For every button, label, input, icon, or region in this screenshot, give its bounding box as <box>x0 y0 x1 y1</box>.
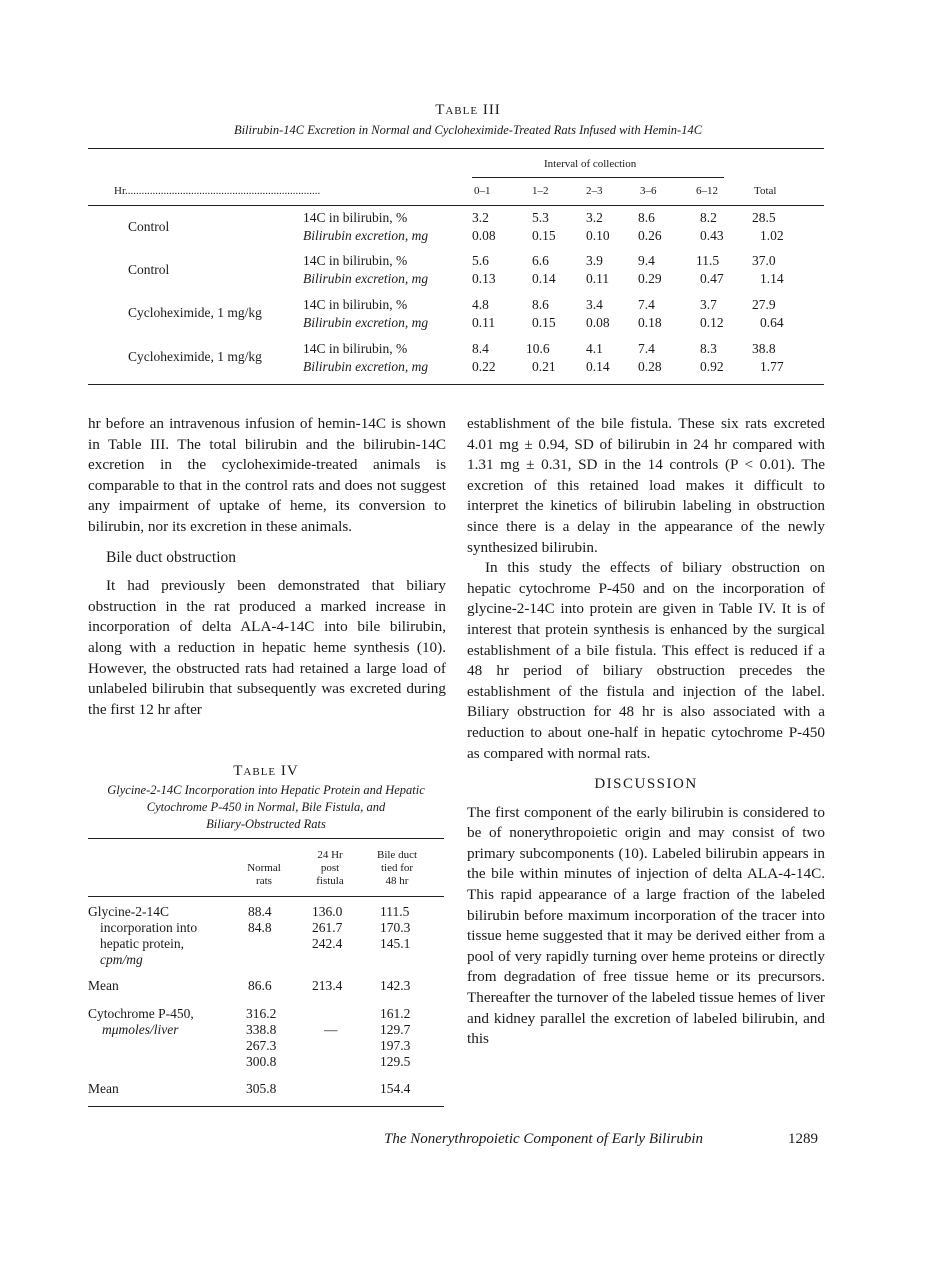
header-line: tied for <box>380 862 414 874</box>
table3-cell: 37.0 <box>752 253 776 268</box>
table3-cell: 6.6 <box>532 253 549 268</box>
table3-cell: 38.8 <box>752 341 776 356</box>
table3-col-6-12: 6–12 <box>696 185 718 197</box>
table3-cell: 0.92 <box>700 359 724 374</box>
table4-cell: 261.7 <box>312 920 343 935</box>
table3-cell: 3.2 <box>472 210 489 225</box>
table3-cell: 5.3 <box>532 210 549 225</box>
table3-cell: 0.08 <box>472 228 496 243</box>
body-paragraph: It had previously been demonstrated that biliary obstruction in the rat produced a marked increase in incorporation of delta ALA-4-14C into bile bilirubin, along with a reduction in hepatic heme synthesis (10). However, the obstructed rats had retained a large load of unlabeled bilirubin that subsequently was excreted during the first 12 hr after <box>88 577 446 718</box>
table4-mean-label: Mean <box>88 1081 119 1096</box>
table3-cell: 9.4 <box>638 253 655 268</box>
table3-row4-group: Cycloheximide, 1 mg/kg <box>128 349 262 364</box>
table3-cell: 8.6 <box>638 210 655 225</box>
table4-label: Table IV <box>233 763 299 779</box>
table4-cell: 170.3 <box>380 920 411 935</box>
left-column <box>88 414 446 720</box>
table4-cell: 84.8 <box>248 920 272 935</box>
table3-stub-header: Hr....................................................................... <box>114 185 321 197</box>
table4-caption <box>88 782 444 833</box>
header-line: 24 Hr <box>317 849 343 861</box>
table3-header-rule <box>88 205 824 206</box>
body-paragraph: establishment of the bile fistula. These six rats excreted 4.01 mg ± 0.94, SD of bilirubin in 24 hr compared with 1.31 mg ± 0.31, SD in the 14 controls (P < 0.01). The excretion of this retained load makes it difficult to interpret the kinetics of bilirubin labeling in obstruction since there is a delay in the appearance of the newly synthesized bilirubin. <box>467 415 825 556</box>
table3-col-3-6: 3–6 <box>640 185 657 197</box>
table3-cell: 0.26 <box>638 228 662 243</box>
table3-col-1-2: 1–2 <box>532 185 549 197</box>
table3-cell: 0.10 <box>586 228 610 243</box>
table3-row3-group: Cycloheximide, 1 mg/kg <box>128 305 262 320</box>
table4-row-label: incorporation into <box>100 920 198 935</box>
table4-cell: 88.4 <box>248 904 272 919</box>
table4-col-tied <box>364 849 430 888</box>
table3-cell: 10.6 <box>526 341 550 356</box>
table3-row2-measure2: Bilirubin excretion, mg <box>303 271 429 286</box>
section-heading: Bile duct obstruction <box>106 548 237 566</box>
table4-cell: 161.2 <box>380 1006 411 1021</box>
table3-row1-measure1: 14C in bilirubin, % <box>303 210 408 225</box>
running-footer: The Nonerythropoietic Component of Early Bilirubin <box>384 1131 703 1147</box>
table3-cell: 28.5 <box>752 210 776 225</box>
table3-cell: 0.13 <box>472 271 496 286</box>
table3-cell: 0.64 <box>760 315 784 330</box>
table3-cell: 3.4 <box>586 297 603 312</box>
table3-cell: 1.02 <box>760 228 784 243</box>
table4-header-rule <box>88 896 444 897</box>
table4-cell: 305.8 <box>246 1081 277 1096</box>
table4-bottom-rule <box>88 1106 444 1107</box>
table3-row1-measure2: Bilirubin excretion, mg <box>303 228 429 243</box>
table3-cell: 0.29 <box>638 271 662 286</box>
right-column <box>467 414 825 1050</box>
table3-cell: 8.6 <box>532 297 549 312</box>
header-line: fistula <box>316 875 344 887</box>
header-line: post <box>320 862 340 874</box>
table4-cell: 154.4 <box>380 1081 411 1096</box>
table3-bottom-rule <box>88 384 824 385</box>
table3-group-header: Interval of collection <box>544 158 637 170</box>
table3-cell: 0.15 <box>532 315 556 330</box>
table3-cell: 0.14 <box>532 271 556 286</box>
table4-cell: 197.3 <box>380 1038 411 1053</box>
section-heading: DISCUSSION <box>594 776 698 793</box>
header-line: rats <box>256 875 272 887</box>
table3-cell: 3.2 <box>586 210 603 225</box>
table3-cell: 0.15 <box>532 228 556 243</box>
table3-cell: 7.4 <box>638 297 655 312</box>
table4-caption-line: Biliary-Obstructed Rats <box>206 817 326 831</box>
table3-cell: 0.43 <box>700 228 724 243</box>
table3-col-total: Total <box>754 185 777 197</box>
table3-cell: 0.21 <box>532 359 556 374</box>
body-paragraph: In this study the effects of biliary obstruction on hepatic cytochrome P-450 and on the incorporation of glycine-2-14C into protein are given in Table IV. It is of interest that protein synthesis is enhanced by the surgical establishment of a bile fistula. This effect is reduced if a 48 hr period of biliary obstruction precedes the establishment of the fistula and injection of the label. Biliary obstruction for 48 hr is also associated with a reduction to about one-half in hepatic cytochrome P-450 as compared with normal rats. <box>467 559 825 762</box>
table3-label: Table III <box>435 102 501 118</box>
page-number: 1289 <box>788 1131 818 1147</box>
table3-row4-measure2: Bilirubin excretion, mg <box>303 359 429 374</box>
table3-cell: 27.9 <box>752 297 776 312</box>
table4-cell: 129.5 <box>380 1054 411 1069</box>
table4-cell: 267.3 <box>246 1038 277 1053</box>
table4-top-rule <box>88 838 444 839</box>
table3-cell: 0.14 <box>586 359 610 374</box>
table4-caption-line: Glycine-2-14C Incorporation into Hepatic Protein and Hepatic <box>107 783 425 797</box>
header-line: Normal <box>247 862 281 874</box>
table3-cell: 8.4 <box>472 341 489 356</box>
table3-cell: 0.28 <box>638 359 662 374</box>
table4-caption-line: Cytochrome P-450 in Normal, Bile Fistula, and <box>146 800 386 814</box>
table4-cell: 136.0 <box>312 904 343 919</box>
table4-cell: 111.5 <box>380 904 410 919</box>
table3-cell: 1.14 <box>760 271 784 286</box>
table4-cell: 300.8 <box>246 1054 277 1069</box>
header-line: Bile duct <box>376 849 418 861</box>
table3-cell: 8.2 <box>700 210 717 225</box>
table3-cell: 5.6 <box>472 253 489 268</box>
table4-cell: 338.8 <box>246 1022 277 1037</box>
body-paragraph: hr before an intravenous infusion of hemin-14C is shown in Table III. The total bilirubin and the bilirubin-14C excretion in the cycloheximide-treated animals is comparable to that in the control rats and does not suggest any impairment of uptake of heme, its conversion to bilirubin, nor its excretion in these animals. <box>88 415 446 535</box>
table3-cell: 4.8 <box>472 297 489 312</box>
body-paragraph: The first component of the early bilirubin is considered to be of nonerythropoietic origin and may consist of two primary subcomponents (10). Labeled bilirubin appears in the bile within minutes of injection of delta ALA-4-14C. This rapid appearance of a large fraction of the labeled bilirubin before maximum incorporation of the tracer into tissue heme suggested that it may be derived either from a pool of very rapidly turning over heme proteins or directly from degradation of free tissue heme or its precursors. Thereafter the turnover of the labeled tissue hemes of liver and kidney parallel the excretion of labeled bilirubin, and this <box>467 803 825 1048</box>
table3-cell: 11.5 <box>696 253 720 268</box>
table3-caption: Bilirubin-14C Excretion in Normal and Cycloheximide-Treated Rats Infused with Hemin-14C <box>233 123 703 137</box>
table3-cell: 3.9 <box>586 253 603 268</box>
table3-cell: 0.22 <box>472 359 496 374</box>
table3-row2-measure1: 14C in bilirubin, % <box>303 253 408 268</box>
table3-cell: 0.11 <box>472 315 496 330</box>
table4-row-label: hepatic protein, <box>100 936 184 951</box>
table3-cell: 0.18 <box>638 315 662 330</box>
table4-cell: 86.6 <box>248 978 272 993</box>
table4-row-label: Cytochrome P-450, <box>88 1006 194 1021</box>
table3-cell: 7.4 <box>638 341 655 356</box>
table4-col-normal <box>234 862 294 888</box>
table3-row3-measure2: Bilirubin excretion, mg <box>303 315 429 330</box>
table4-cell: — <box>324 1022 338 1037</box>
table3-cell: 3.7 <box>700 297 717 312</box>
table4-row-label: cpm/mg <box>100 952 143 967</box>
table3-group-rule <box>472 177 724 178</box>
table3-col-2-3: 2–3 <box>586 185 603 197</box>
table3-top-rule <box>88 148 824 149</box>
table3-cell: 0.47 <box>700 271 724 286</box>
table3-cell: 1.77 <box>760 359 784 374</box>
table3-row2-group: Control <box>128 262 170 277</box>
table4-cell: 242.4 <box>312 936 343 951</box>
table3-cell: 0.12 <box>700 315 724 330</box>
table4-cell: 142.3 <box>380 978 411 993</box>
table4-cell: 129.7 <box>380 1022 411 1037</box>
table3-cell: 0.11 <box>586 271 610 286</box>
table4-col-fistula <box>300 849 360 888</box>
table3-col-0-1: 0–1 <box>474 185 491 197</box>
table4-row-label: Glycine-2-14C <box>88 904 169 919</box>
table4-row-label: mμmoles/liver <box>102 1022 179 1037</box>
table3-cell: 0.08 <box>586 315 610 330</box>
table4-cell: 213.4 <box>312 978 343 993</box>
table4-cell: 316.2 <box>246 1006 277 1021</box>
table3-cell: 4.1 <box>586 341 603 356</box>
table4-mean-label: Mean <box>88 978 119 993</box>
table3-cell: 8.3 <box>700 341 717 356</box>
table3-row3-measure1: 14C in bilirubin, % <box>303 297 408 312</box>
header-line: 48 hr <box>385 875 409 887</box>
table4-cell: 145.1 <box>380 936 411 951</box>
table3-row4-measure1: 14C in bilirubin, % <box>303 341 408 356</box>
table3-row1-group: Control <box>128 219 170 234</box>
